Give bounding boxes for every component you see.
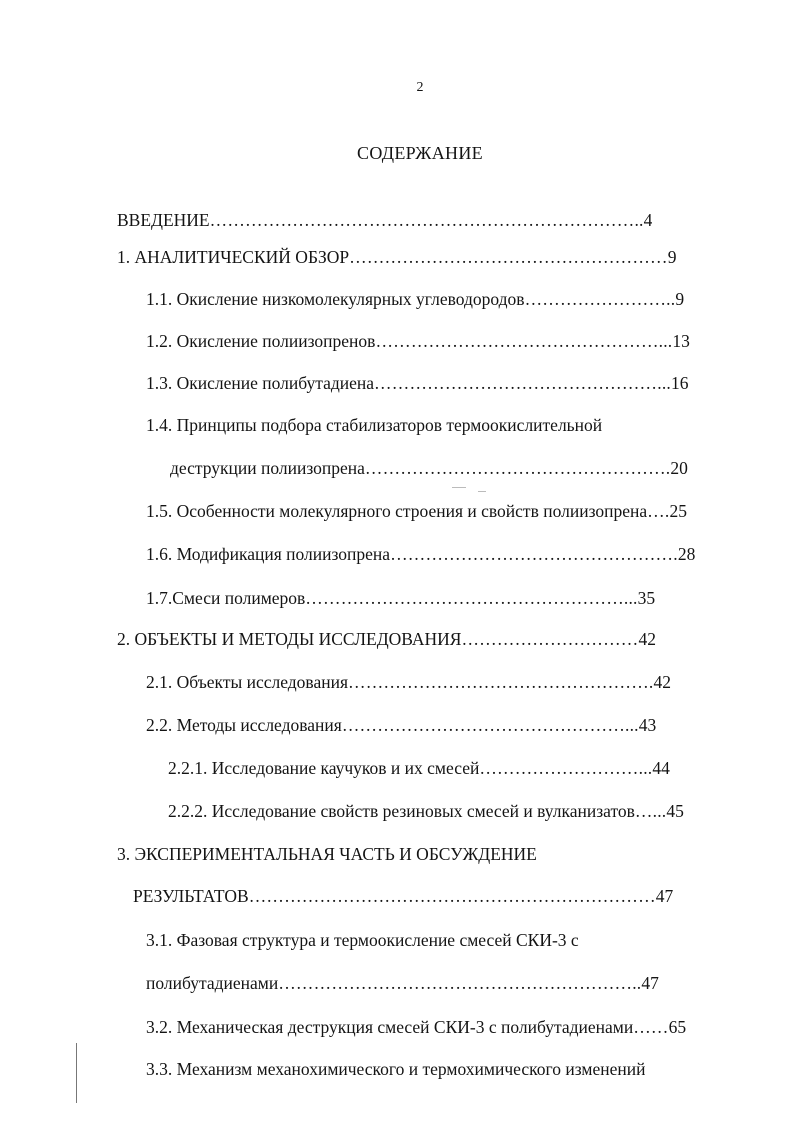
toc-entry-leader: …………………….. xyxy=(524,289,676,309)
scan-edge-mark xyxy=(76,1043,77,1103)
toc-entry-text: 2.2. Методы исследования xyxy=(146,715,342,735)
toc-entry-text: РЕЗУЛЬТАТОВ xyxy=(133,886,249,906)
toc-entry-page: 9 xyxy=(675,289,685,309)
toc-entry-text: 1.4. Принципы подбора стабилизаторов термоокислительной xyxy=(146,415,603,435)
toc-entry-leader: ……………………………………………. xyxy=(348,672,654,692)
toc-entry-text: 3.1. Фазовая структура и термоокисление смесей СКИ-3 с xyxy=(146,930,579,950)
toc-entry-text: 2.2.2. Исследование свойств резиновых смесей и вулканизатов xyxy=(168,801,635,821)
toc-entry-page: 35 xyxy=(637,588,656,608)
toc-entry-page: 13 xyxy=(672,331,690,351)
toc-entry-1-2 xyxy=(146,326,690,356)
toc-entry-leader: …. xyxy=(647,501,670,521)
toc-entry-text: 1.3. Окисление полибутадиена xyxy=(146,373,375,393)
toc-entry-text: полибутадиенами xyxy=(146,973,279,993)
scan-speck xyxy=(452,487,466,488)
toc-entry-3-2 xyxy=(146,1012,686,1042)
scan-speck xyxy=(478,491,486,492)
toc-entry-text: 1.5. Особенности молекулярного строения и свойств полиизопрена xyxy=(146,501,648,521)
toc-entry-leader: ………………………… xyxy=(461,629,639,649)
toc-entry-leader: …… xyxy=(633,1017,669,1037)
toc-entry-page: 47 xyxy=(655,886,674,906)
toc-entry-chapter-3-continued xyxy=(133,881,673,911)
toc-entry-text: 1.1. Окисление низкомолекулярных углеводородов xyxy=(146,289,525,309)
toc-entry-text: 3.3. Механизм механохимического и термохимического изменений xyxy=(146,1059,646,1079)
toc-entry-page: 42 xyxy=(653,672,671,692)
toc-entry-1-7 xyxy=(146,583,655,613)
toc-entry-chapter-1 xyxy=(117,242,677,272)
toc-entry-leader: ……………………………………………. xyxy=(364,458,671,478)
toc-entry-page: 20 xyxy=(670,458,688,478)
toc-entry-leader: ………………………………………………... xyxy=(305,588,638,608)
toc-entry-2-1 xyxy=(146,667,671,697)
toc-entry-1-6 xyxy=(146,539,695,569)
toc-entry-2-2-1 xyxy=(168,753,670,783)
toc-entry-page: 28 xyxy=(677,544,696,564)
toc-entry-2-2-2 xyxy=(168,796,684,826)
toc-entry-1-3 xyxy=(146,368,688,398)
toc-entry-page: 47 xyxy=(641,973,659,993)
toc-entry-text: 2.1. Объекты исследования xyxy=(146,672,349,692)
toc-entry-1-4 xyxy=(146,410,602,440)
toc-entry-leader: …………………………………………... xyxy=(341,715,639,735)
toc-entry-leader: …………………………………………... xyxy=(374,373,671,393)
toc-entry-text: 3.2. Механическая деструкция смесей СКИ-3 с полибутадиенами xyxy=(146,1017,634,1037)
toc-entry-leader: …………………………………………………….. xyxy=(278,973,642,993)
toc-entry-text: ВВЕДЕНИЕ xyxy=(117,210,210,230)
toc-entry-text: 2. ОБЪЕКТЫ И МЕТОДЫ ИССЛЕДОВАНИЯ xyxy=(117,629,462,649)
toc-entry-text: 2.2.1. Исследование каучуков и их смесей xyxy=(168,758,480,778)
toc-title: СОДЕРЖАНИЕ xyxy=(357,143,483,163)
toc-entry-page: 43 xyxy=(638,715,657,735)
toc-entry-page: 25 xyxy=(669,501,687,521)
toc-entry-leader: …………………………………………. xyxy=(390,544,678,564)
toc-entry-chapter-3 xyxy=(117,839,537,869)
toc-entry-1-4-continued xyxy=(170,453,688,483)
toc-entry-text: 1. АНАЛИТИЧЕСКИЙ ОБЗОР xyxy=(117,247,350,267)
toc-entry-text: 3. ЭКСПЕРИМЕНТАЛЬНАЯ ЧАСТЬ И ОБСУЖДЕНИЕ xyxy=(117,844,537,864)
toc-entry-chapter-2 xyxy=(117,624,656,654)
page-number: 2 xyxy=(416,80,424,95)
toc-entry-1-1 xyxy=(146,284,684,314)
toc-entry-introduction xyxy=(117,205,652,235)
toc-entry-text: деструкции полиизопрена xyxy=(170,458,365,478)
toc-entry-page: 65 xyxy=(668,1017,687,1037)
toc-entry-page: 16 xyxy=(670,373,689,393)
toc-entry-page: 4 xyxy=(643,210,653,230)
toc-entry-text: 1.6. Модификация полиизопрена xyxy=(146,544,391,564)
toc-entry-3-1 xyxy=(146,925,579,955)
toc-entry-page: 44 xyxy=(652,758,670,778)
toc-entry-text: 1.2. Окисление полиизопренов xyxy=(146,331,376,351)
toc-entry-leader: …………………………………………………………… xyxy=(248,886,656,906)
toc-entry-leader: ……………………………………………… xyxy=(349,247,668,267)
toc-entry-leader: …………………………………………... xyxy=(375,331,673,351)
toc-entry-3-3 xyxy=(146,1054,645,1084)
toc-entry-text: 1.7.Смеси полимеров xyxy=(146,588,306,608)
toc-entry-leader: …... xyxy=(634,801,667,821)
toc-entry-page: 42 xyxy=(638,629,656,649)
toc-entry-leader: ……………………………………………………………….. xyxy=(209,210,644,230)
toc-entry-page: 45 xyxy=(666,801,684,821)
toc-entry-3-1-continued xyxy=(146,968,659,998)
toc-entry-leader: ………………………... xyxy=(479,758,653,778)
toc-entry-1-5 xyxy=(146,496,687,526)
toc-entry-2-2 xyxy=(146,710,656,740)
toc-entry-page: 9 xyxy=(667,247,677,267)
